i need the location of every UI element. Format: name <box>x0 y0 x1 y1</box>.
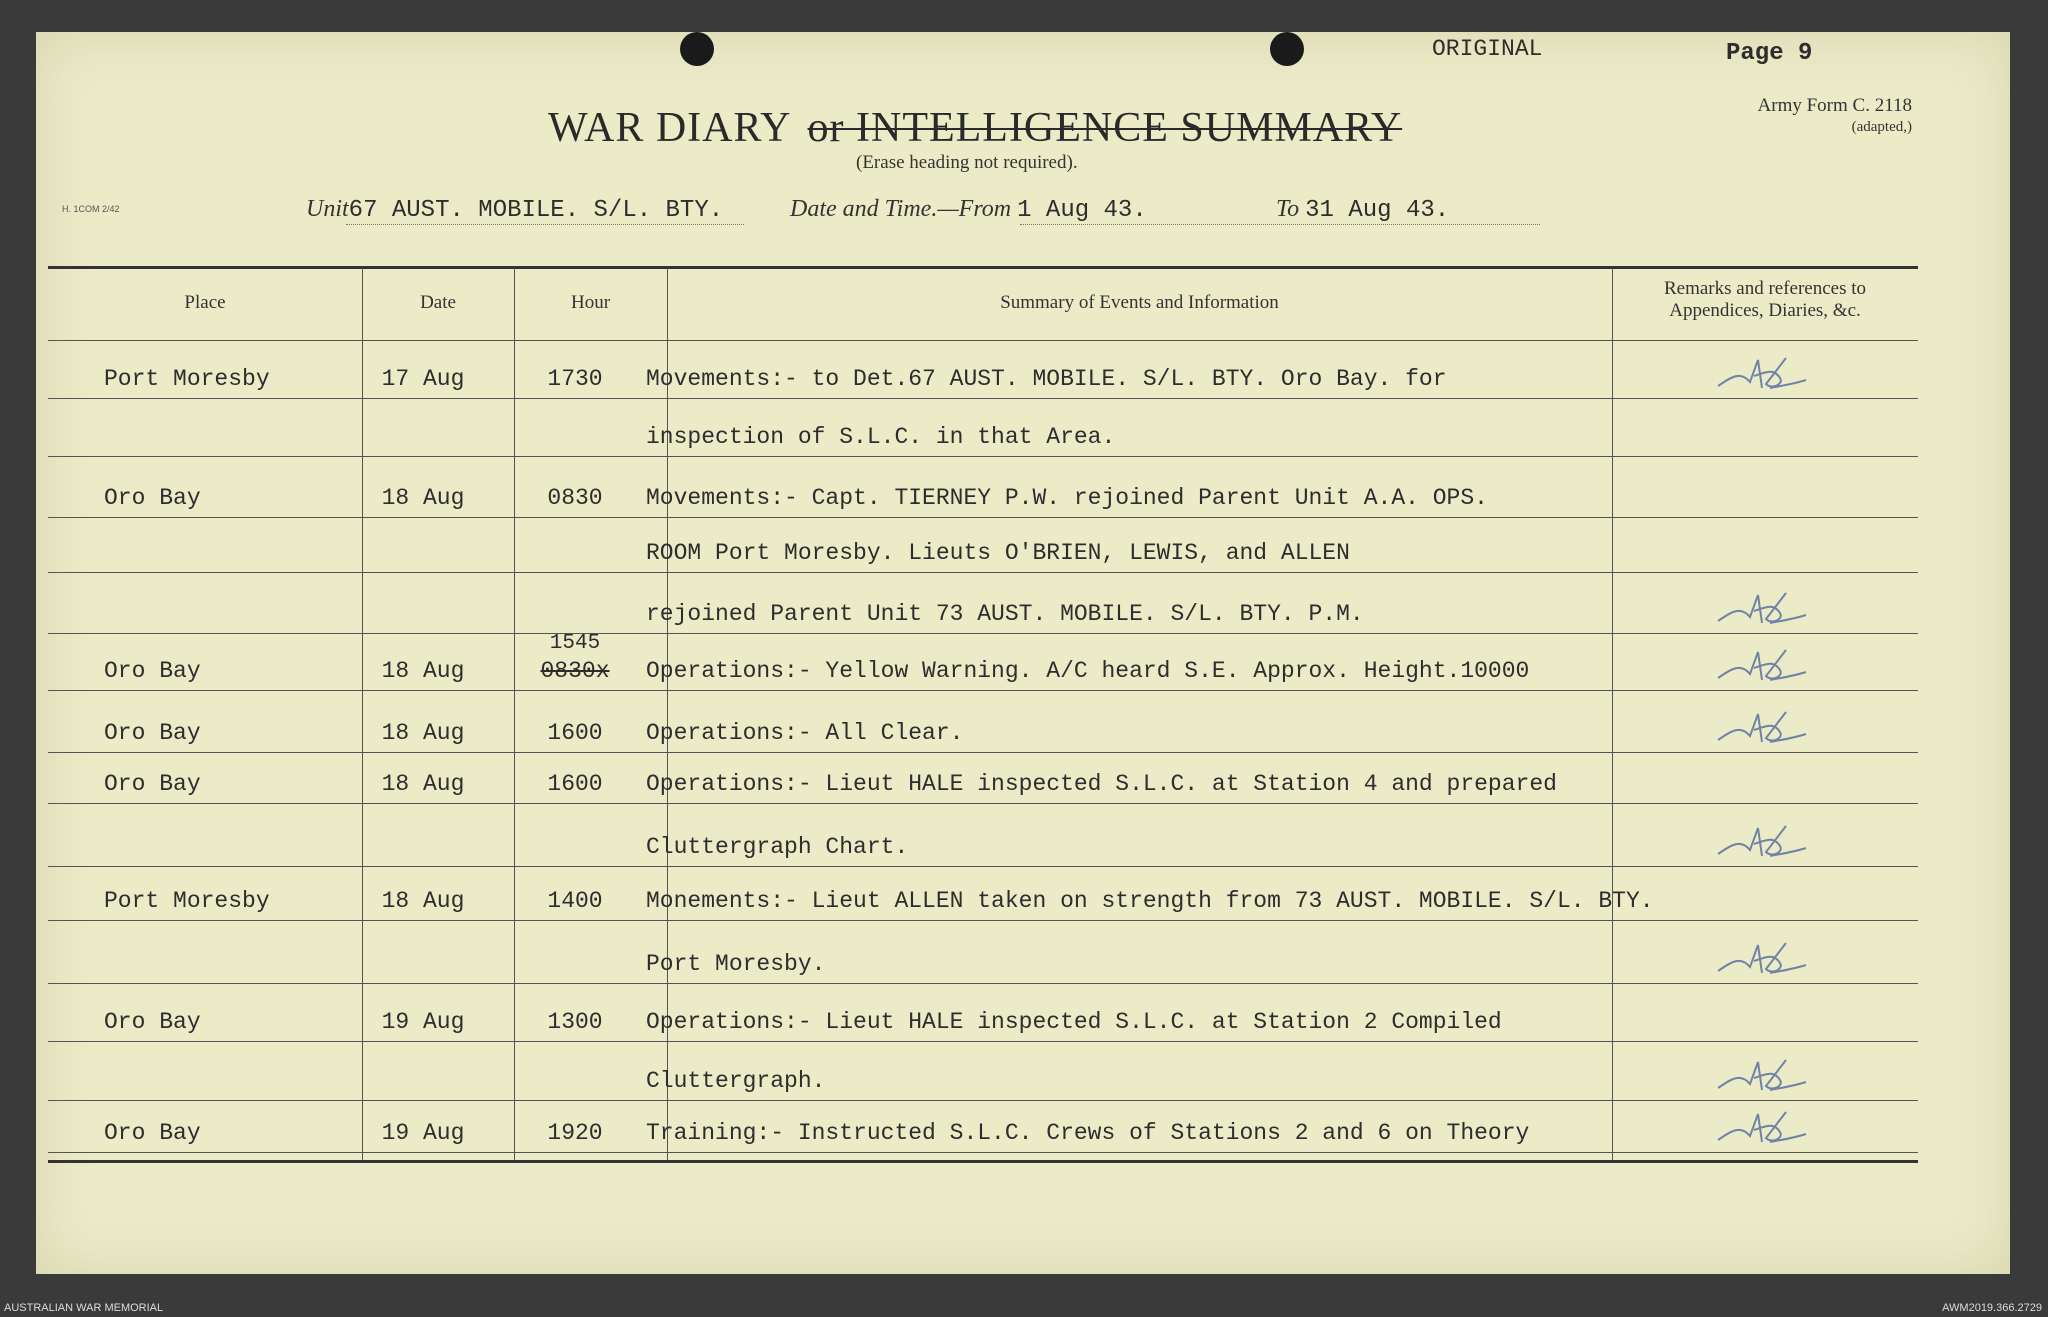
table-cell-place: Oro Bay <box>104 1009 201 1035</box>
to-label: To <box>1276 196 1300 222</box>
table-cell-hour-struck: 0830x <box>540 658 610 684</box>
row-rule <box>48 517 1918 518</box>
remarks-line-2: Appendices, Diaries, &c. <box>1669 300 1861 321</box>
initials-signature <box>1710 348 1810 398</box>
table-cell-summary: ROOM Port Moresby. Lieuts O'BRIEN, LEWIS, and ALLEN <box>646 540 1350 566</box>
row-rule <box>48 456 1918 457</box>
unit-value: 67 AUST. MOBILE. S/L. BTY. <box>348 197 724 224</box>
footer-left: AUSTRALIAN WAR MEMORIAL <box>4 1302 164 1314</box>
table-cell-place: Oro Bay <box>104 658 201 684</box>
table-cell-date: 19 Aug <box>381 1009 465 1035</box>
table-cell-hour: 1300 <box>547 1009 603 1035</box>
table-cell-place: Oro Bay <box>104 485 201 511</box>
table-cell-date: 18 Aug <box>381 888 465 914</box>
row-rule <box>48 398 1918 399</box>
table-cell-summary: Operations:- Yellow Warning. A/C heard S.E. Approx. Height.10000 <box>646 658 1530 684</box>
erase-note: (Erase heading not required). <box>856 152 1078 173</box>
table-top-rule <box>48 266 1918 269</box>
initials-signature <box>1710 816 1810 866</box>
initials-signature <box>1710 933 1810 983</box>
title-main: WAR DIARY <box>548 105 792 151</box>
col-header-summary: Summary of Events and Information <box>1000 292 1279 313</box>
unit-field <box>306 196 723 224</box>
table-cell-date: 17 Aug <box>381 366 465 392</box>
row-rule <box>48 803 1918 804</box>
row-rule <box>48 690 1918 691</box>
footer-right: AWM2019.366.2729 <box>1942 1302 2042 1314</box>
row-rule <box>48 920 1918 921</box>
army-form-adapted: (adapted,) <box>1851 119 1912 135</box>
date-from-field <box>790 196 1147 224</box>
table-cell-summary: Monements:- Lieut ALLEN taken on strength from 73 AUST. MOBILE. S/L. BTY. <box>646 888 1654 914</box>
original-stamp: ORIGINAL <box>1432 36 1543 62</box>
form-code: H. 1COM 2/42 <box>62 204 120 214</box>
table-cell-hour: 0830 <box>547 485 603 511</box>
to-value: 31 Aug 43. <box>1305 197 1450 224</box>
army-form-number: Army Form C. 2118 <box>1757 95 1912 116</box>
col-header-remarks <box>1612 278 1918 322</box>
table-cell-summary: Cluttergraph. <box>646 1068 826 1094</box>
initials-signature <box>1710 640 1810 690</box>
table-cell-hour-upper: 1545 <box>549 632 601 655</box>
table-cell-summary: Training:- Instructed S.L.C. Crews of Stations 2 and 6 on Theory <box>646 1120 1530 1146</box>
initials-signature <box>1710 1050 1810 1100</box>
army-form-label <box>1722 95 1912 136</box>
row-rule <box>48 866 1918 867</box>
table-cell-hour: 1730 <box>547 366 603 392</box>
table-cell-place: Oro Bay <box>104 720 201 746</box>
row-rule <box>48 983 1918 984</box>
title-struck: or INTELLIGENCE SUMMARY <box>807 105 1403 151</box>
col-header-place: Place <box>184 292 226 313</box>
table-cell-summary: rejoined Parent Unit 73 AUST. MOBILE. S/L. BTY. P.M. <box>646 601 1364 627</box>
date-rule <box>1020 224 1540 225</box>
table-cell-date: 19 Aug <box>381 1120 465 1146</box>
table-cell-summary: Operations:- Lieut HALE inspected S.L.C. at Station 2 Compiled <box>646 1009 1502 1035</box>
initials-signature <box>1710 583 1810 633</box>
from-value: 1 Aug 43. <box>1017 197 1147 224</box>
unit-label: Unit <box>306 196 349 222</box>
row-rule <box>48 1100 1918 1101</box>
initials-signature <box>1710 702 1810 752</box>
col-header-date: Date <box>420 292 456 313</box>
initials-signature <box>1710 1102 1810 1152</box>
unit-rule <box>346 224 744 225</box>
row-rule <box>48 1152 1918 1153</box>
table-cell-place: Oro Bay <box>104 1120 201 1146</box>
page-title <box>548 104 1402 152</box>
table-cell-date: 18 Aug <box>381 658 465 684</box>
table-cell-summary: Cluttergraph Chart. <box>646 834 909 860</box>
remarks-line-1: Remarks and references to <box>1663 278 1867 299</box>
page-number: Page 9 <box>1726 40 1813 67</box>
table-cell-summary: inspection of S.L.C. in that Area. <box>646 424 1116 450</box>
punch-hole <box>680 32 714 66</box>
table-cell-hour: 1920 <box>547 1120 603 1146</box>
table-cell-hour: 1400 <box>547 888 603 914</box>
column-divider <box>1612 268 1613 1160</box>
table-cell-summary: Movements:- to Det.67 AUST. MOBILE. S/L. BTY. Oro Bay. for <box>646 366 1447 392</box>
table-cell-summary: Port Moresby. <box>646 951 826 977</box>
punch-hole <box>1270 32 1304 66</box>
table-cell-summary: Operations:- All Clear. <box>646 720 964 746</box>
row-rule <box>48 1041 1918 1042</box>
date-to-field <box>1276 196 1449 224</box>
row-rule <box>48 572 1918 573</box>
table-cell-hour: 1600 <box>547 771 603 797</box>
table-cell-hour: 1600 <box>547 720 603 746</box>
col-header-hour: Hour <box>570 292 611 313</box>
table-cell-place: Oro Bay <box>104 771 201 797</box>
row-rule <box>48 752 1918 753</box>
table-cell-date: 18 Aug <box>381 771 465 797</box>
date-label: Date and Time.—From <box>790 196 1012 222</box>
table-cell-place: Port Moresby <box>104 366 270 392</box>
table-bottom-rule <box>48 1160 1918 1163</box>
header-rule <box>48 340 1918 341</box>
table-cell-summary: Movements:- Capt. TIERNEY P.W. rejoined Parent Unit A.A. OPS. <box>646 485 1488 511</box>
table-cell-place: Port Moresby <box>104 888 270 914</box>
table-cell-date: 18 Aug <box>381 485 465 511</box>
row-rule <box>48 633 1918 634</box>
table-cell-summary: Operations:- Lieut HALE inspected S.L.C. at Station 4 and prepared <box>646 771 1557 797</box>
table-cell-date: 18 Aug <box>381 720 465 746</box>
